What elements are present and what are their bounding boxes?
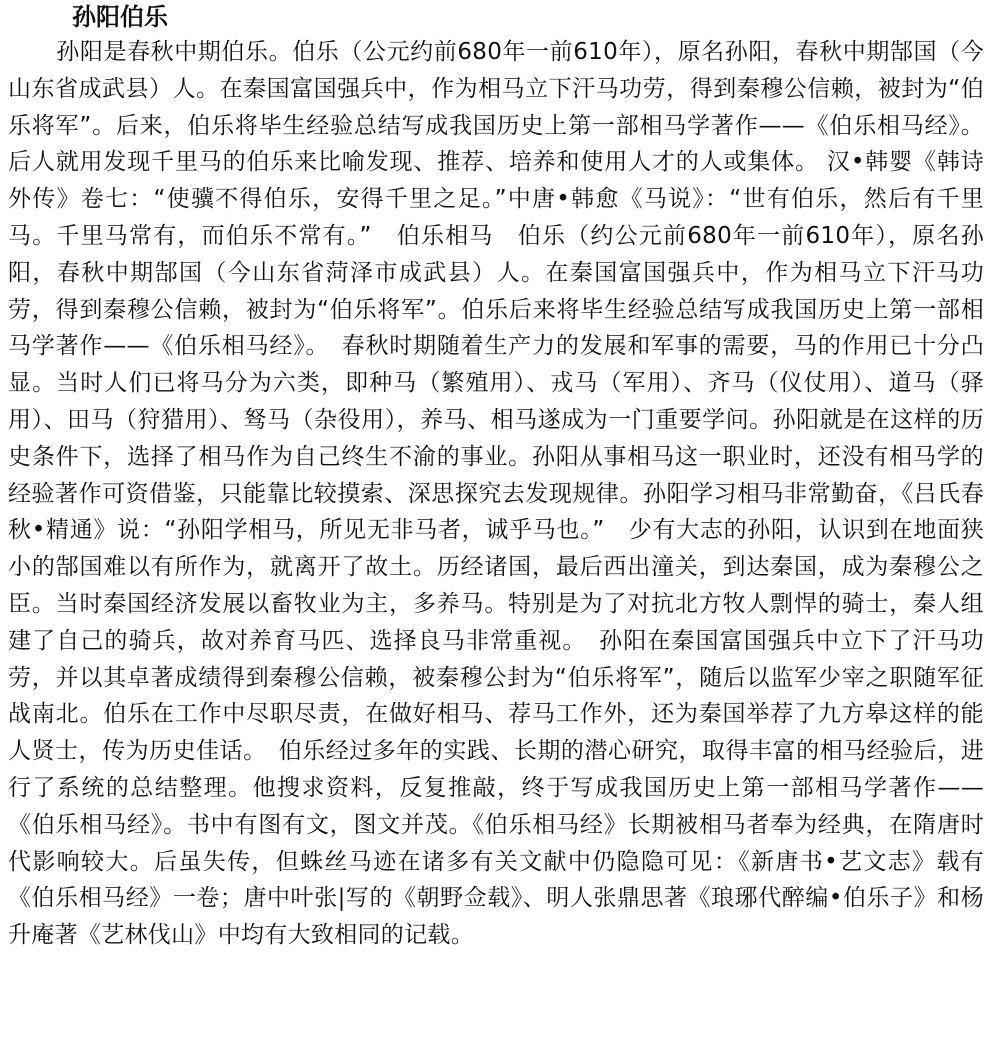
document-page <box>8 0 984 954</box>
article-body: 孙阳是春秋中期伯乐。伯乐（公元约前680年一前610年），原名孙阳，春秋中期郜国（今山东省成武县）人。在秦国富国强兵中，作为相马立下汗马功劳，得到秦穆公信赖，被封为“伯乐将军”。后来，伯乐将毕生经验总结写成我国历史上第一部相马学著作——《伯乐相马经》。后人就用发现千里马的伯乐来比喻发现、推荐、培养和使用人才的人或集体。 汉•韩婴《韩诗外传》卷七：“使骥不得伯乐，安得千里之足。”中唐•韩愈《马说》：“世有伯乐，然后有千里马。千里马常有，而伯乐不常有。” 伯乐相马 伯乐（约公元前680年一前610年），原名孙阳，春秋中期郜国（今山东省菏泽市成武县）人。在秦国富国强兵中，作为相马立下汗马功劳，得到秦穆公信赖，被封为“伯乐将军”。伯乐后来将毕生经验总结写成我国历史上第一部相马学著作——《伯乐相马经》。 春秋时期随着生产力的发展和军事的需要，马的作用已十分凸显。当时人们已将马分为六类，即种马（繁殖用）、戎马（军用）、齐马（仪仗用）、道马（驿用）、田马（狩猎用）、驽马（杂役用），养马、相马遂成为一门重要学问。孙阳就是在这样的历史条件下，选择了相马作为自己终生不渝的事业。孙阳从事相马这一职业时，还没有相马学的经验著作可资借鉴，只能靠比较摸索、深思探究去发现规律。孙阳学习相马非常勤奋，《吕氏春秋•精通》说：“孙阳学相马，所见无非马者，诚乎马也。” 少有大志的孙阳，认识到在地面狭小的郜国难以有所作为，就离开了故土。历经诸国，最后西出潼关，到达秦国，成为秦穆公之臣。当时秦国经济发展以畜牧业为主，多养马。特别是为了对抗北方牧人剽悍的骑士，秦人组建了自己的骑兵，故对养育马匹、选择良马非常重视。 孙阳在秦国富国强兵中立下了汗马功劳，并以其卓著成绩得到秦穆公信赖，被秦穆公封为“伯乐将军”，随后以监军少宰之职随军征战南北。伯乐在工作中尽职尽责，在做好相马、荐马工作外，还为秦国举荐了九方皋这样的能人贤士，传为历史佳话。 伯乐经过多年的实践、长期的潜心研究，取得丰富的相马经验后，进行了系统的总结整理。他搜求资料，反复推敲，终于写成我国历史上第一部相马学著作——《伯乐相马经》。书中有图有文，图文并茂。《伯乐相马经》长期被相马者奉为经典，在隋唐时代影响较大。后虽失传，但蛛丝马迹在诸多有关文献中仍隐隐可见：《新唐书•艺文志》载有《伯乐相马经》一卷；唐中叶张|写的《朝野佥载》、明人张鼎思著《琅琊代醉编•伯乐子》和杨升庵著《艺林伐山》中均有大致相同的记载。 <box>8 39 984 949</box>
article-title: 孙阳伯乐 <box>72 3 168 31</box>
